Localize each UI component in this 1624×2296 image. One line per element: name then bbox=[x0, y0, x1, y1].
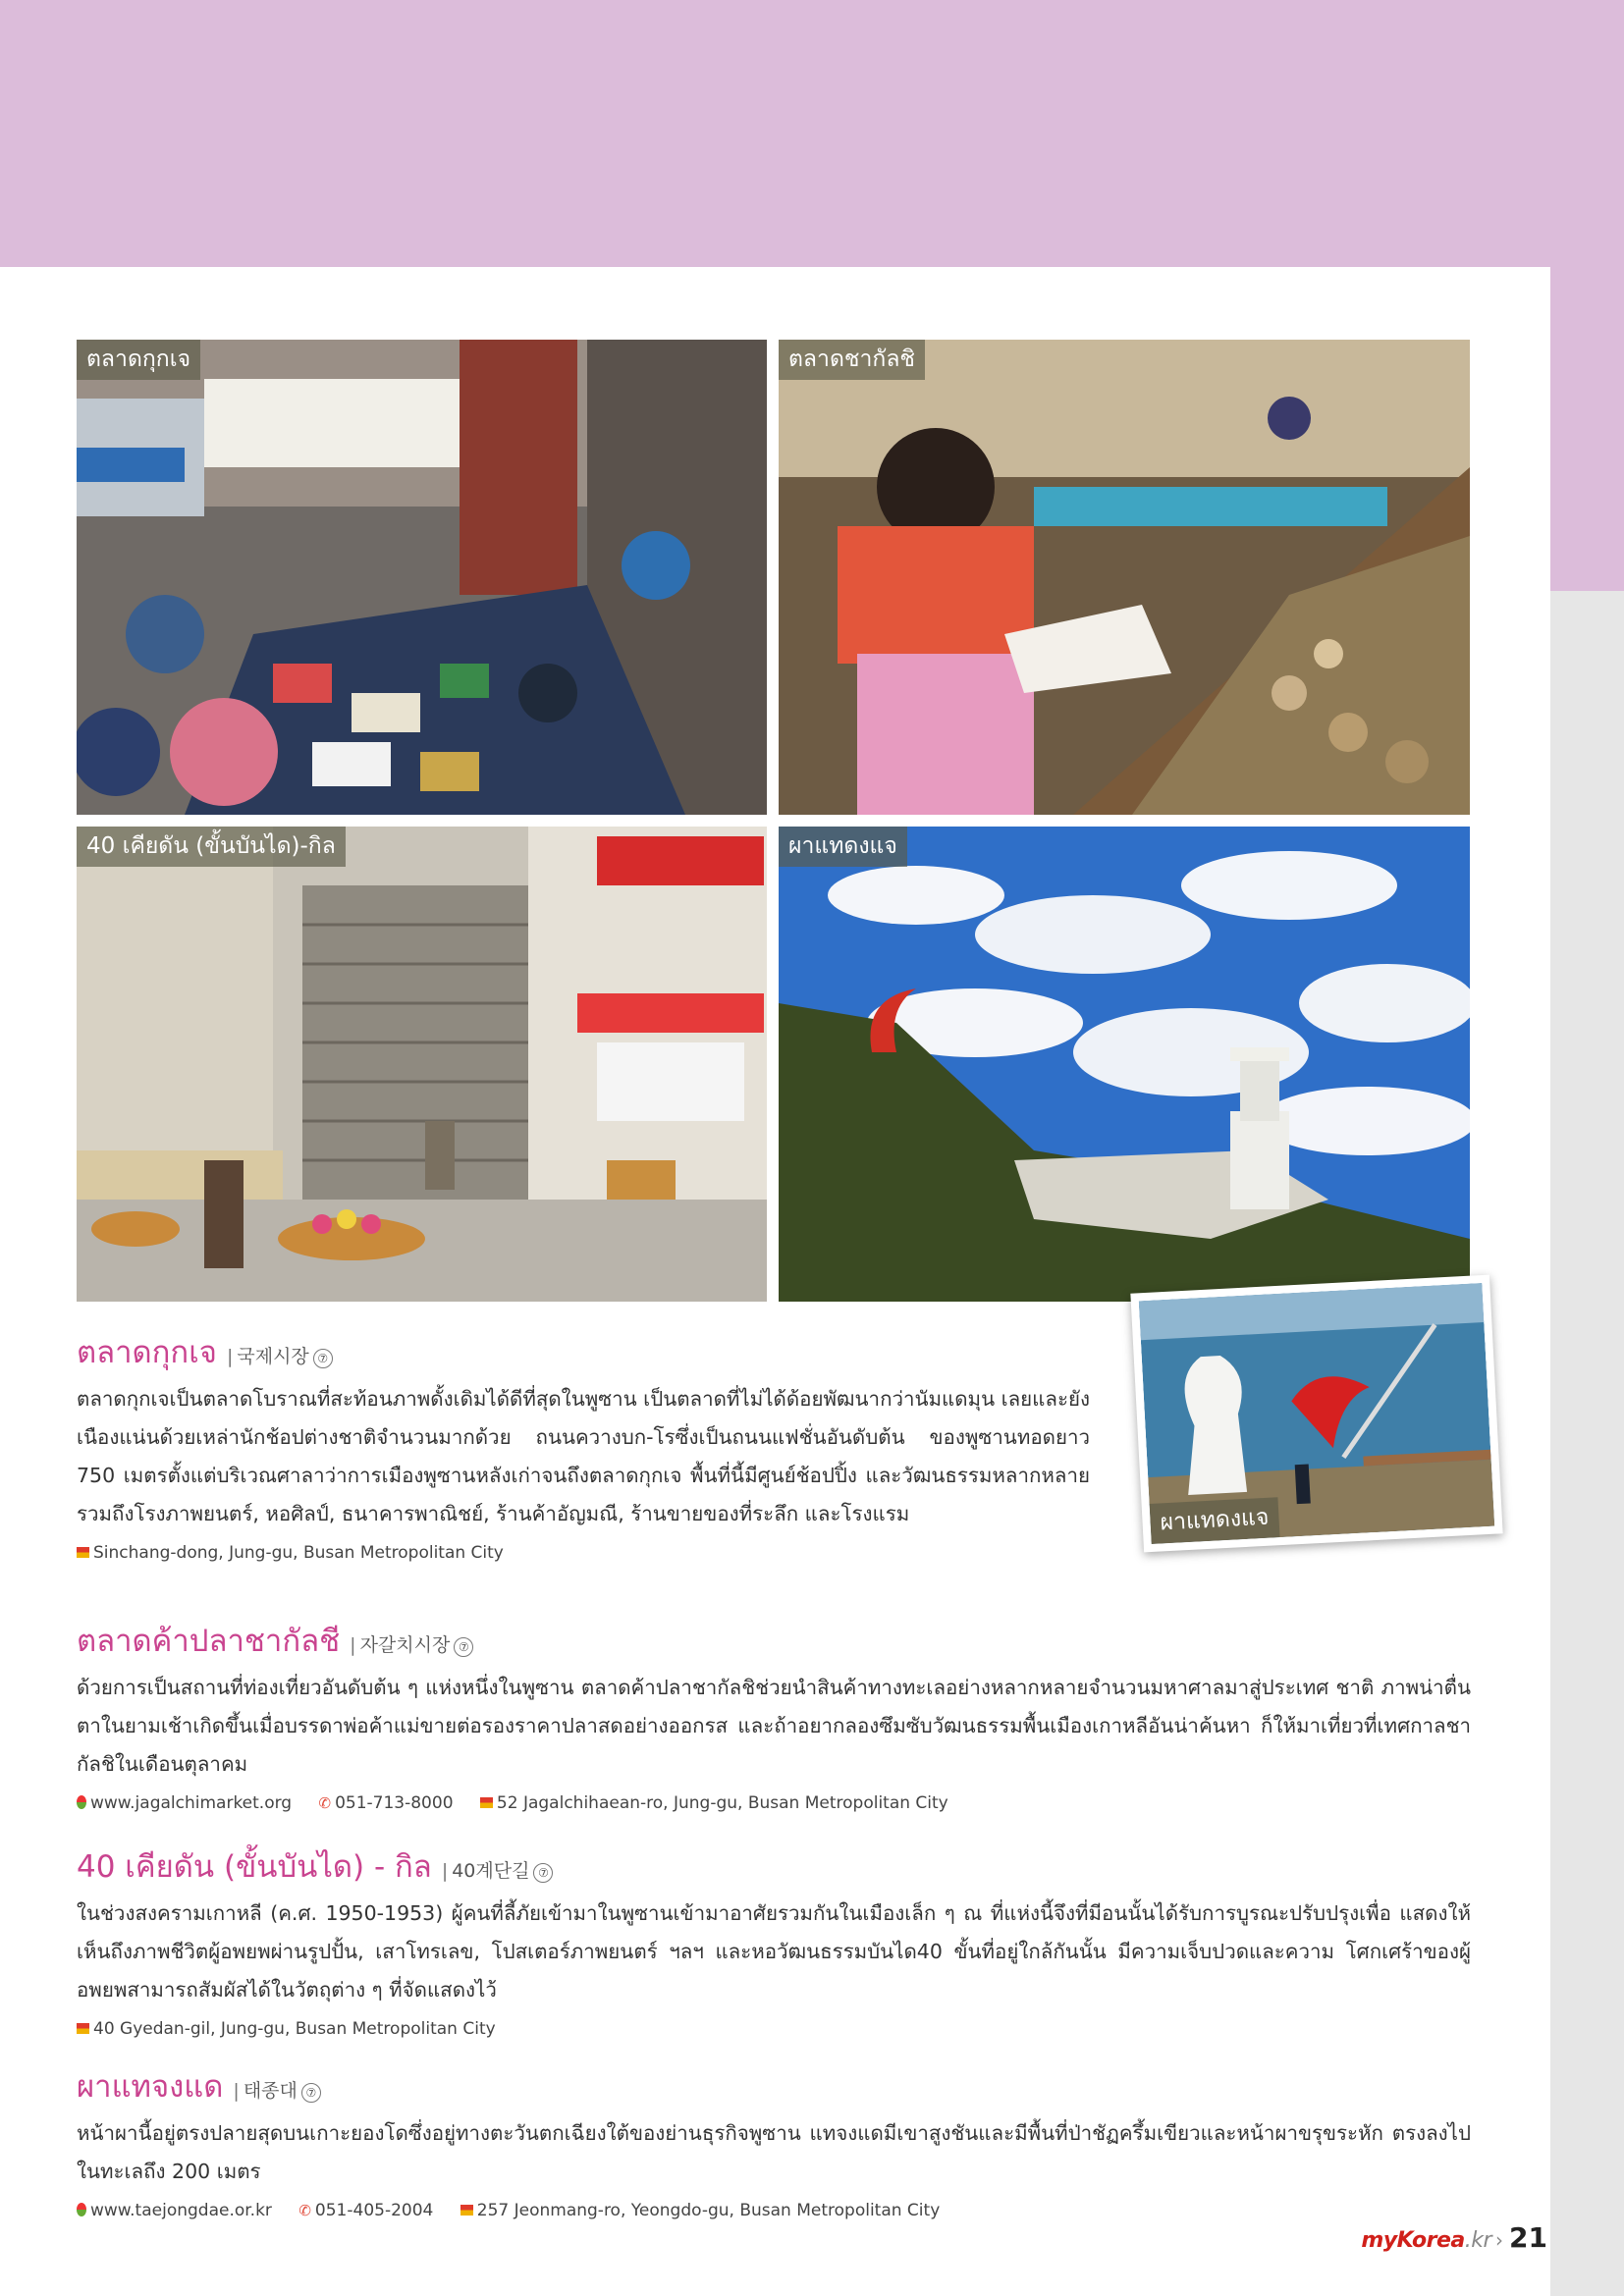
section-taejongdae bbox=[77, 2061, 1471, 2220]
photo-40-steps bbox=[77, 827, 767, 1302]
address-icon bbox=[77, 1547, 89, 1558]
section-40-steps bbox=[77, 1842, 1471, 2039]
phone-icon: ✆ bbox=[298, 2202, 311, 2219]
section-korean-name: | 국제시장 bbox=[226, 1346, 309, 1367]
section-gukje-market bbox=[77, 1327, 1090, 1563]
section-body: ตลาดกุกเจเป็นตลาดโบราณที่สะท้อนภาพดั้งเดิมได้ดีที่สุดในพูซาน เป็นตลาดที่ไม่ได้ด้อยพัฒนากว่านัมแดมุน เลยและยังเนืองแน่นด้วยเหล่านักช้อปต่างชาติจำนวนมากด้วย ถนนควางบก-โรซึ่งเป็นถนนแฟชั่นอันดับต้น ของพูซานทอดยาว 750 เมตรตั้งแต่บริเวณศาลาว่าการเมืองพูซานหลังเก่าจนถึงตลาดกุกเจ พื้นที่นี้มีศูนย์ช้อปปิ้ง และวัฒนธรรมหลากหลายรวมถึงโรงภาพยนตร์, หอศิลป์, ธนาคารพาณิชย์, ร้านค้าอัญมณี, ร้านขายของที่ระลึก และโรงแรม bbox=[77, 1387, 1090, 1525]
phone-item: ✆ 051-405-2004 bbox=[298, 2201, 434, 2220]
section-korean-name: | 자갈치시장 bbox=[350, 1634, 451, 1656]
website-link[interactable]: www.taejongdae.or.kr bbox=[77, 2201, 272, 2220]
photo-taejongdae bbox=[779, 827, 1470, 1302]
address-item: Sinchang-dong, Jung-gu, Busan Metropolitan City bbox=[77, 1543, 504, 1563]
address-item: 40 Gyedan-gil, Jung-gu, Busan Metropolitan City bbox=[77, 2019, 496, 2039]
section-title: ผาแทจงแด bbox=[77, 2069, 224, 2105]
address-icon bbox=[460, 2205, 473, 2216]
address-item: 52 Jagalchihaean-ro, Jung-gu, Busan Metropolitan City bbox=[480, 1793, 948, 1813]
photo-label: ตลาดกุกเจ bbox=[77, 340, 200, 380]
photo-label: ผาแทดงแจ bbox=[779, 827, 907, 867]
section-meta bbox=[77, 2019, 1471, 2039]
section-korean-name: | 태종대 bbox=[233, 2080, 298, 2102]
globe-icon bbox=[77, 1795, 86, 1809]
section-body: ในช่วงสงครามเกาหลี (ค.ศ. 1950-1953) ผู้คนที่ลี้ภัยเข้ามาในพูซานเข้ามาอาศัยรวมกันในเมืองเล็ก ๆ ณ ที่แห่งนี้จึงที่มีอนนั้นได้รับการบูรณะปรับปรุงเพื่อ แสดงให้เห็นถึงภาพชีวิตผู้อพยพผ่านรูปปั้น, เสาโทรเลข, โปสเตอร์ภาพยนตร์ ฯลฯ และหอวัฒนธรรมบันได40 ขั้นที่อยู่ใกล้กันนั้น มีความเจ็บปวดและความ โศกเศร้าของผู้อพยพสามารถสัมผัสได้ในวัตถุต่าง ๆ ที่จัดแสดงไว้ bbox=[77, 1901, 1471, 2002]
section-meta bbox=[77, 2201, 1471, 2220]
section-title: 40 เคียดัน (ขั้นบันได) - กิล bbox=[77, 1849, 432, 1885]
chevron-right-icon: › bbox=[1495, 2228, 1504, 2252]
header-band bbox=[0, 0, 1624, 267]
address-icon bbox=[480, 1797, 493, 1808]
inset-photo-frame bbox=[1130, 1275, 1502, 1553]
section-body: หน้าผานี้อยู่ตรงปลายสุดบนเกาะยองโดซึ่งอยู่ทางตะวันตกเฉียงใต้ของย่านธุรกิจพูซาน แทจงแดมีเขาสูงชันและมีพื้นที่ป่าชัฏครึ้มเขียวและหน้าผาขรุขระหัก ตรงลงไปในทะเลถึง 200 เมตร bbox=[77, 2121, 1471, 2183]
phone-item: ✆ 051-713-8000 bbox=[318, 1793, 454, 1813]
photo-gukje-market bbox=[77, 340, 767, 815]
website-link[interactable]: www.jagalchimarket.org bbox=[77, 1793, 292, 1813]
section-body: ด้วยการเป็นสถานที่ท่องเที่ยวอันดับต้น ๆ แห่งหนึ่งในพูซาน ตลาดค้าปลาชากัลชิช่วยนำสินค้าทางทะเลอย่างหลากหลายจำนวนมหาศาลมาสู่ประเทศ ชาติ ภาพน่าตื่นตาในยามเช้าเกิดขึ้นเมื่อบรรดาพ่อค้าแม่ขายต่อรองราคาปลาสดอย่างออกรส และถ้าอยากลองซึมซับวัฒนธรรมพื้นเมืองเกาหลีอันน่าค้นหา ก็ให้มาเที่ยวที่เทศกาลชากัลชิในเดือนตุลาคม bbox=[77, 1676, 1471, 1776]
section-heading bbox=[77, 2061, 1471, 2110]
photo-label: ผาแทดงแจ bbox=[1150, 1497, 1280, 1544]
globe-icon bbox=[77, 2203, 86, 2216]
page-footer bbox=[1361, 2221, 1547, 2254]
section-heading bbox=[77, 1327, 1090, 1376]
page-edge-gray bbox=[1550, 591, 1624, 2296]
section-number-badge: ⑦ bbox=[313, 1349, 333, 1368]
photo-label: ตลาดชากัลชิ bbox=[779, 340, 925, 380]
page-number: 21 bbox=[1509, 2221, 1547, 2254]
section-heading bbox=[77, 1616, 1471, 1665]
section-number-badge: ⑦ bbox=[454, 1637, 473, 1657]
section-meta bbox=[77, 1543, 1090, 1563]
section-meta bbox=[77, 1793, 1471, 1813]
section-number-badge: ⑦ bbox=[533, 1863, 553, 1883]
section-title: ตลาดกุกเจ bbox=[77, 1335, 217, 1370]
section-number-badge: ⑦ bbox=[301, 2083, 321, 2103]
photo-taejongdae-observatory bbox=[1139, 1283, 1494, 1544]
photo-jagalchi-market bbox=[779, 340, 1470, 815]
section-title: ตลาดค้าปลาชากัลชี bbox=[77, 1624, 341, 1659]
section-heading bbox=[77, 1842, 1471, 1891]
photo-label: 40 เคียดัน (ขั้นบันได)-กิล bbox=[77, 827, 346, 867]
brand-logo: myKorea.kr bbox=[1361, 2228, 1492, 2253]
phone-icon: ✆ bbox=[318, 1794, 332, 1812]
address-icon bbox=[77, 2023, 89, 2034]
section-korean-name: | 40계단길 bbox=[441, 1860, 530, 1882]
page-edge-accent bbox=[1550, 267, 1624, 591]
address-item: 257 Jeonmang-ro, Yeongdo-gu, Busan Metropolitan City bbox=[460, 2201, 940, 2220]
section-jagalchi-market bbox=[77, 1616, 1471, 1813]
